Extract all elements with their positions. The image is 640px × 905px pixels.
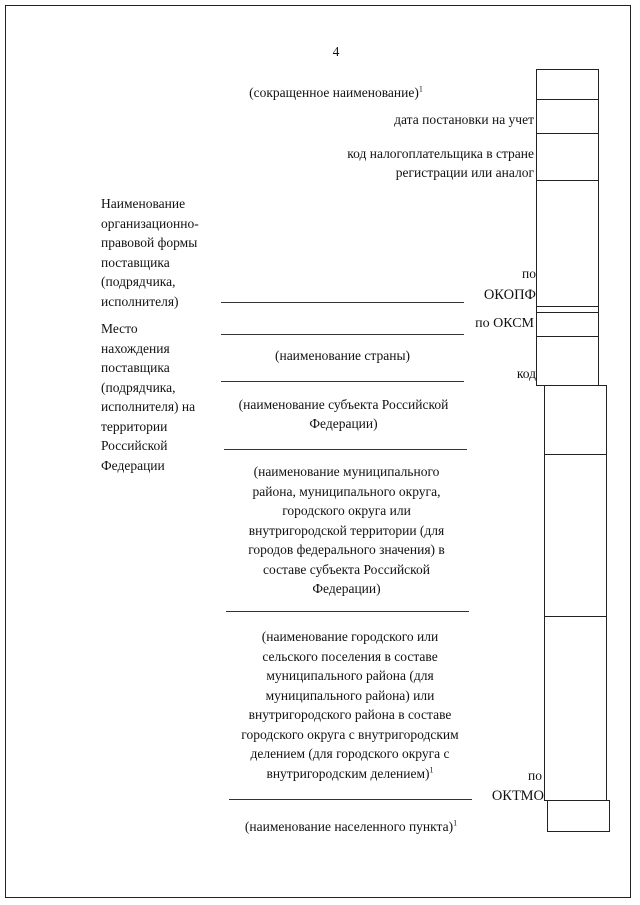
- country-input-line[interactable]: [221, 334, 464, 335]
- municipal-caption-line: (наименование муниципального: [253, 464, 440, 479]
- municipal-caption-line: составе субъекта Российской: [262, 561, 431, 577]
- location-label: [101, 319, 195, 475]
- settlement-caption-line: (наименование городского или: [261, 629, 439, 644]
- settlement-caption-line: муниципального района) или: [265, 687, 435, 703]
- oktmo-prefix: по: [528, 768, 542, 783]
- location-label-line: территории: [101, 418, 168, 434]
- country-code-box: [536, 336, 599, 386]
- settlement-caption-line: сельского поселения в составе: [262, 648, 438, 664]
- settlement-input-line[interactable]: [226, 611, 469, 612]
- settlement-caption-line: делением (для городского округа с: [250, 746, 450, 761]
- legal-form-label-line: правовой формы: [101, 235, 198, 250]
- municipal-input-line[interactable]: [224, 449, 467, 450]
- legal-form-input-line[interactable]: [221, 302, 464, 303]
- municipal-caption-line: района, муниципального округа,: [252, 483, 441, 499]
- okopf-label: ОКОПФ: [483, 287, 536, 303]
- page-number: 4: [332, 44, 340, 59]
- oksm-code-box: [536, 306, 599, 337]
- legal-form-label-line: (подрядчика,: [101, 274, 176, 289]
- location-label-line: поставщика: [101, 360, 170, 375]
- legal-form-label: [101, 194, 199, 311]
- location-label-line: исполнителя) на: [101, 399, 196, 414]
- location-label-line: (подрядчика,: [101, 379, 176, 395]
- settlement-caption-line: городского округа с внутригородским: [241, 726, 459, 742]
- legal-form-label-line: Наименование: [101, 196, 186, 211]
- code-box-upper: [536, 69, 599, 181]
- oksm-label: по ОКСМ: [475, 316, 534, 331]
- legal-form-label-line: исполнителя): [101, 293, 179, 309]
- country-caption: (наименование страны): [274, 348, 411, 363]
- municipal-caption-line: городов федерального значения) в: [248, 542, 445, 557]
- subject-input-line[interactable]: [221, 381, 464, 382]
- registration-date-label: дата постановки на учет: [394, 112, 534, 127]
- settlement-caption-line: муниципального района (для: [266, 668, 434, 683]
- locality-input-line[interactable]: [229, 799, 472, 800]
- municipal-caption-line: городского округа или: [282, 503, 411, 518]
- short-name-caption: (сокращенное наименование)$^1$: [249, 84, 423, 100]
- municipal-caption-line: внутригородской территории (для: [248, 522, 445, 538]
- document-page: [5, 5, 631, 898]
- subject-code-box: [544, 385, 607, 455]
- okopf-prefix: по: [522, 266, 536, 281]
- settlement-caption: [219, 627, 481, 783]
- municipal-caption: [219, 462, 474, 599]
- taxpayer-code-label-line1: код налогоплательщика в стране: [347, 146, 534, 161]
- code-label: код: [516, 366, 536, 381]
- oktmo-code-box: [544, 616, 607, 801]
- settlement-caption-line: внутригородского района в составе: [248, 707, 452, 722]
- locality-code-box: [547, 800, 610, 832]
- legal-form-label-line: поставщика: [101, 254, 170, 270]
- subject-caption-line: (наименование субъекта Российской: [238, 397, 449, 412]
- location-label-line: Российской: [101, 438, 168, 453]
- taxpayer-code-label-line2: регистрации или аналог: [395, 165, 534, 180]
- oktmo-label: ОКТМО: [491, 788, 544, 804]
- location-label-line: нахождения: [101, 340, 170, 356]
- legal-form-label-line: организационно-: [101, 215, 199, 231]
- subject-caption-line: Федерации): [309, 416, 378, 431]
- location-label-line: Место: [101, 321, 138, 336]
- locality-caption: (наименование населенного пункта)$^1$: [244, 818, 458, 834]
- settlement-caption-line-last: внутригородским делением)$^1$: [266, 765, 434, 781]
- municipal-caption-line: Федерации): [312, 581, 381, 596]
- location-label-line: Федерации: [101, 457, 165, 473]
- municipal-code-box: [544, 454, 607, 617]
- okopf-code-box: [536, 180, 599, 313]
